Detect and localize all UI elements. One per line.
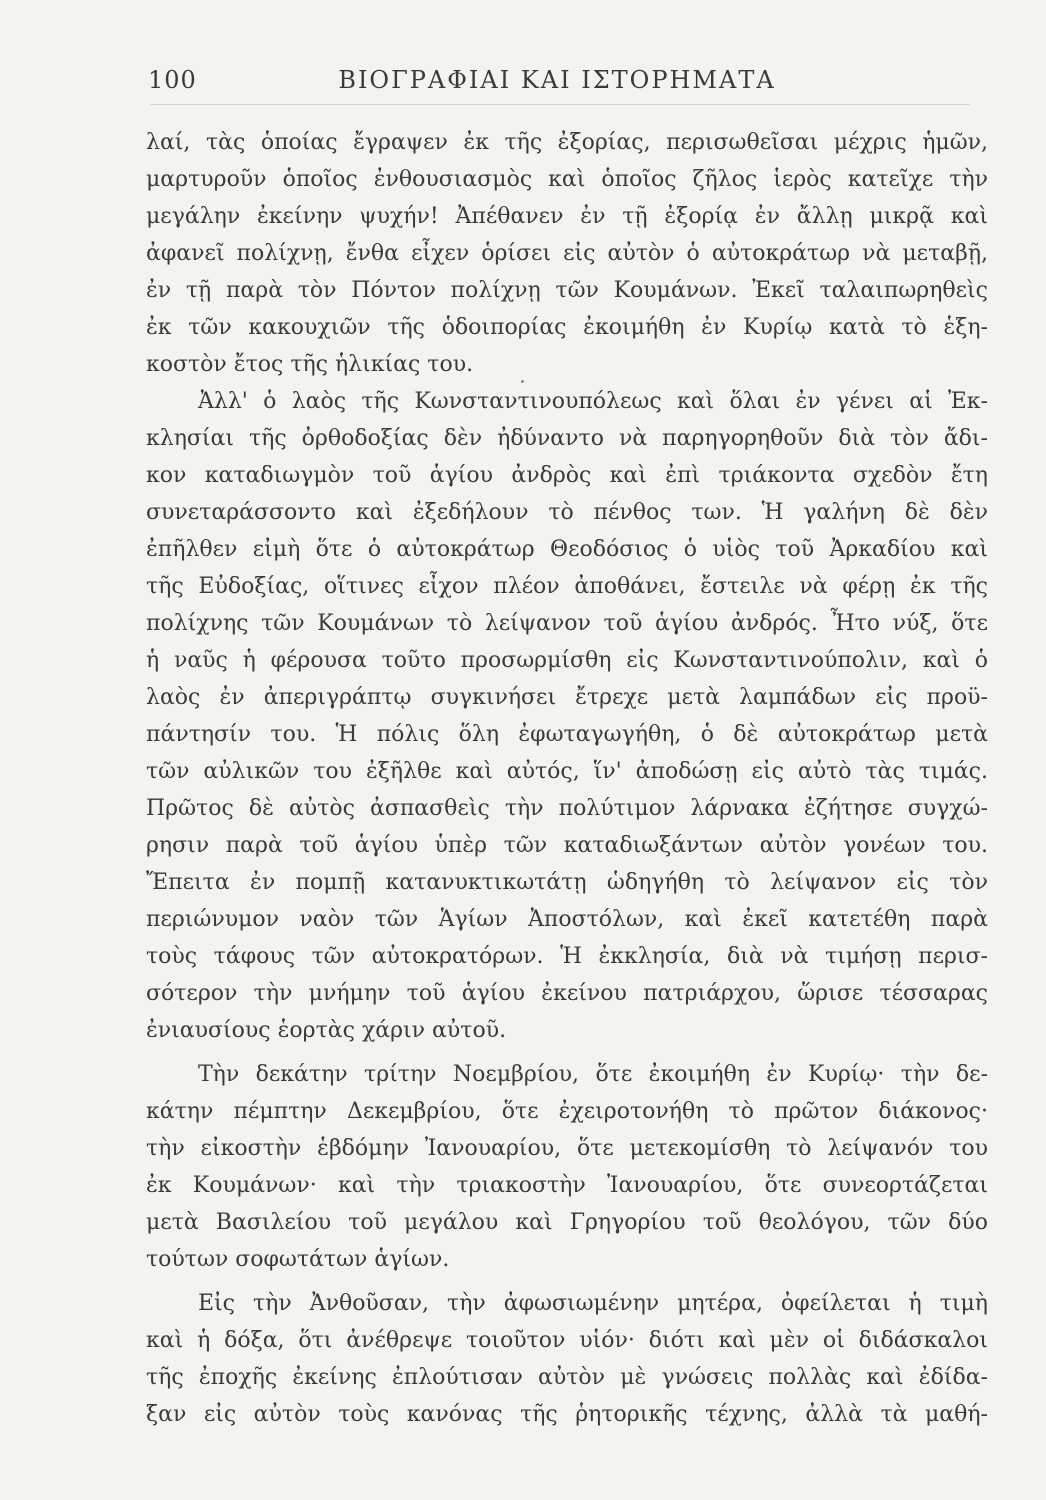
text-line: λαί, τὰς ὁποίας ἔγραψεν ἐκ τῆς ἐξορίας, περισωθεῖσαι μέχρις ἡμῶν, [146, 130, 988, 155]
text-line: Ἔπειτα ἐν πομπῇ κατανυκτικωτάτῃ ὡδηγήθη τὸ λείψανον εἰς τὸν [146, 870, 988, 895]
page-number: 100 [148, 66, 197, 94]
text-line: κλησίαι τῆς ὀρθοδοξίας δὲν ἠδύναντο νὰ παρηγορηθοῦν διὰ τὸν ἄδι- [146, 426, 988, 451]
text-line: ρησιν παρὰ τοῦ ἁγίου ὑπὲρ τῶν καταδιωξάντων αὐτὸν γονέων του. [146, 833, 988, 858]
text-line: κοστὸν ἔτος τῆς ἡλικίας του. [146, 352, 474, 377]
text-line: ἀφανεῖ πολίχνῃ, ἔνθα εἶχεν ὁρίσει εἰς αὐτὸν ὁ αὐτοκράτωρ νὰ μεταβῇ, [146, 241, 988, 266]
text-line: τῶν αὐλικῶν του ἐξῆλθε καὶ αὐτός, ἵν' ἀποδώσῃ εἰς αὐτὸ τὰς τιμάς. [146, 759, 988, 784]
body-text [146, 124, 988, 1433]
text-line: λαὸς ἐν ἀπεριγράπτῳ συγκινήσει ἔτρεχε μετὰ λαμπάδων εἰς προϋ- [146, 685, 988, 710]
text-line: ἐνιαυσίους ἑορτὰς χάριν αὐτοῦ. [146, 1018, 507, 1043]
text-line: μεγάλην ἐκείνην ψυχήν! Ἀπέθανεν ἐν τῇ ἐξορίᾳ ἐν ἄλλῃ μικρᾷ καὶ [146, 204, 988, 229]
text-line: Πρῶτος δὲ αὐτὸς ἀσπασθεὶς τὴν πολύτιμον λάρνακα ἐζήτησε συγχώ- [146, 796, 988, 821]
text-line: κάτην πέμπτην Δεκεμβρίου, ὅτε ἐχειροτονήθη τὸ πρῶτον διάκονος· [146, 1099, 988, 1124]
text-line: ἐκ Κουμάνων· καὶ τὴν τριακοστὴν Ἰανουαρίου, ὅτε συνεορτάζεται [146, 1173, 988, 1198]
paragraph [146, 1285, 988, 1433]
text-line: κον καταδιωγμὸν τοῦ ἁγίου ἀνδρὸς καὶ ἐπὶ τριάκοντα σχεδὸν ἔτη [146, 463, 988, 488]
paragraph [146, 383, 988, 1049]
text-line: τοὺς τάφους τῶν αὐτοκρατόρων. Ἡ ἐκκλησία, διὰ νὰ τιμήσῃ περισ- [146, 944, 988, 969]
text-line: καὶ ἡ δόξα, ὅτι ἀνέθρεψε τοιοῦτον υἱόν· διότι καὶ μὲν οἱ διδάσκαλοι [146, 1328, 988, 1353]
text-line: ξαν εἰς αὐτὸν τοὺς κανόνας τῆς ῥητορικῆς τέχνης, ἀλλὰ τὰ μαθή- [146, 1402, 988, 1427]
running-title: ΒΙΟΓΡΑΦΙΑΙ ΚΑΙ ΙΣΤΟΡΗΜΑΤΑ [338, 66, 776, 94]
paper-speck [521, 380, 524, 383]
text-line: Ἀλλ' ὁ λαὸς τῆς Κωνσταντινουπόλεως καὶ ὅλαι ἐν γένει αἱ Ἐκ- [198, 389, 988, 414]
text-line: περιώνυμον ναὸν τῶν Ἁγίων Ἀποστόλων, καὶ ἐκεῖ κατετέθη παρὰ [146, 907, 988, 932]
paragraph [146, 124, 988, 383]
text-line: ἐπῆλθεν εἰμὴ ὅτε ὁ αὐτοκράτωρ Θεοδόσιος ὁ υἱὸς τοῦ Ἀρκαδίου καὶ [146, 537, 988, 562]
text-line: ἐκ τῶν κακουχιῶν τῆς ὁδοιπορίας ἐκοιμήθη ἐν Κυρίῳ κατὰ τὸ ἑξη- [146, 315, 988, 340]
text-line: πολίχνης τῶν Κουμάνων τὸ λείψανον τοῦ ἁγίου ἀνδρός. Ἦτο νύξ, ὅτε [146, 611, 988, 636]
text-line: πάντησίν του. Ἡ πόλις ὅλη ἐφωταγωγήθη, ὁ δὲ αὐτοκράτωρ μετὰ [146, 722, 988, 747]
text-line: Εἰς τὴν Ἀνθοῦσαν, τὴν ἀφωσιωμένην μητέρα, ὀφείλεται ἡ τιμὴ [198, 1291, 988, 1316]
header-rule [150, 104, 970, 105]
text-line: μετὰ Βασιλείου τοῦ μεγάλου καὶ Γρηγορίου τοῦ θεολόγου, τῶν δύο [146, 1210, 988, 1235]
text-line: ἡ ναῦς ἡ φέρουσα τοῦτο προσωρμίσθη εἰς Κωνσταντινούπολιν, καὶ ὁ [146, 648, 988, 673]
page-header [142, 66, 972, 98]
text-line: τῆς Εὐδοξίας, οἵτινες εἶχον πλέον ἀποθάνει, ἔστειλε νὰ φέρῃ ἐκ τῆς [146, 574, 988, 599]
paragraph [146, 1056, 988, 1278]
text-line: τὴν εἰκοστὴν ἑβδόμην Ἰανουαρίου, ὅτε μετεκομίσθη τὸ λείψανόν του [146, 1136, 988, 1161]
text-line: τούτων σοφωτάτων ἁγίων. [146, 1247, 450, 1272]
text-line: σότερον τὴν μνήμην τοῦ ἁγίου ἐκείνου πατριάρχου, ὥρισε τέσσαρας [146, 981, 988, 1006]
text-line: ἐν τῇ παρὰ τὸν Πόντον πολίχνῃ τῶν Κουμάνων. Ἐκεῖ ταλαιπωρηθεὶς [146, 278, 988, 303]
text-line: Τὴν δεκάτην τρίτην Νοεμβρίου, ὅτε ἐκοιμήθη ἐν Κυρίῳ· τὴν δε- [198, 1062, 988, 1087]
text-line: μαρτυροῦν ὁποῖος ἐνθουσιασμὸς καὶ ὁποῖος ζῆλος ἱερὸς κατεῖχε τὴν [146, 167, 988, 192]
text-line: συνεταράσσοντο καὶ ἐξεδήλουν τὸ πένθος των. Ἡ γαλήνη δὲ δὲν [146, 500, 988, 525]
text-line: τῆς ἐποχῆς ἐκείνης ἐπλούτισαν αὐτὸν μὲ γνώσεις πολλὰς καὶ ἐδίδα- [146, 1365, 988, 1390]
